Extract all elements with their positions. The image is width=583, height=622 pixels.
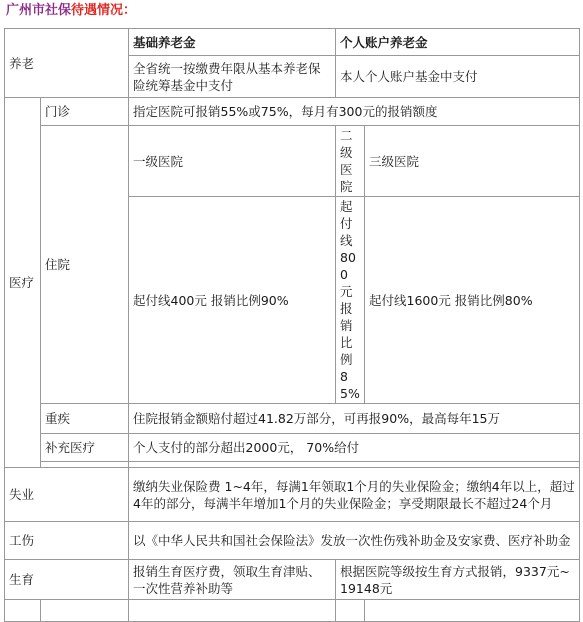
pension-label: 养老 [5, 29, 129, 98]
maternity-right-text: 根据医院等级按生育方式报销，9337元~19148元 [336, 560, 580, 600]
empty-cell [129, 600, 336, 622]
unemployment-label: 失业 [5, 468, 129, 522]
unemployment-text: 缴纳失业保险费 1~4年，每满1年领取1个月的失业保险金；缴纳4年以上，超过4年的部分，每满半年增加1个月的失业保险金；享受期限最长不超过24个月 [129, 468, 580, 522]
table-row [5, 600, 580, 622]
level3-hospital: 三级医院 [365, 126, 580, 197]
heading-city: 广州市社保 [6, 3, 72, 18]
inpatient-label: 住院 [41, 126, 129, 404]
level1-hospital: 一级医院 [129, 126, 336, 197]
pension-basic-text: 全省统一按缴费年限从基本养老保险统筹基金中支付 [129, 56, 336, 98]
empty-cell [365, 600, 580, 622]
maternity-left-text: 报销生育医疗费，领取生育津贴、一次性营养补助等 [129, 560, 336, 600]
level2-text: 起付线800元报销比例85% [336, 197, 365, 404]
table-row [5, 126, 580, 197]
injury-text: 以《中华人民共和国社会保险法》发放一次性伤残补助金及安家费、医疗补助金 [129, 522, 580, 560]
supplement-text: 个人支付的部分超出2000元， 70%给付 [129, 434, 580, 462]
level3-text: 起付线1600元 报销比例80% [365, 197, 580, 404]
benefits-table [4, 28, 580, 622]
medical-label: 医疗 [5, 98, 41, 468]
table-row [5, 522, 580, 560]
table-row [5, 560, 580, 600]
injury-label: 工伤 [5, 522, 129, 560]
table-row [5, 434, 580, 462]
empty-cell [5, 600, 41, 622]
serious-illness-text: 住院报销金额赔付超过41.82万部分，可再报90%，最高每年15万 [129, 404, 580, 434]
empty-cell [336, 600, 365, 622]
table-row [5, 29, 580, 56]
outpatient-text: 指定医院可报销55%或75%，每月有300元的报销额度 [129, 98, 580, 126]
serious-illness-label: 重疾 [41, 404, 129, 434]
supplement-label: 补充医疗 [41, 434, 129, 462]
maternity-label: 生育 [5, 560, 129, 600]
level1-text: 起付线400元 报销比例90% [129, 197, 336, 404]
level2-hospital: 二级医院 [336, 126, 365, 197]
table-row [5, 404, 580, 434]
table-row [5, 468, 580, 522]
table-row [5, 98, 580, 126]
heading-benefits: 待遇情况： [71, 3, 137, 18]
empty-cell [41, 600, 129, 622]
outpatient-label: 门诊 [41, 98, 129, 126]
page-heading [6, 2, 136, 20]
header-basic-pension: 基础养老金 [129, 29, 336, 56]
header-personal-pension: 个人账户养老金 [336, 29, 580, 56]
pension-personal-text: 本人个人账户基金中支付 [336, 56, 580, 98]
